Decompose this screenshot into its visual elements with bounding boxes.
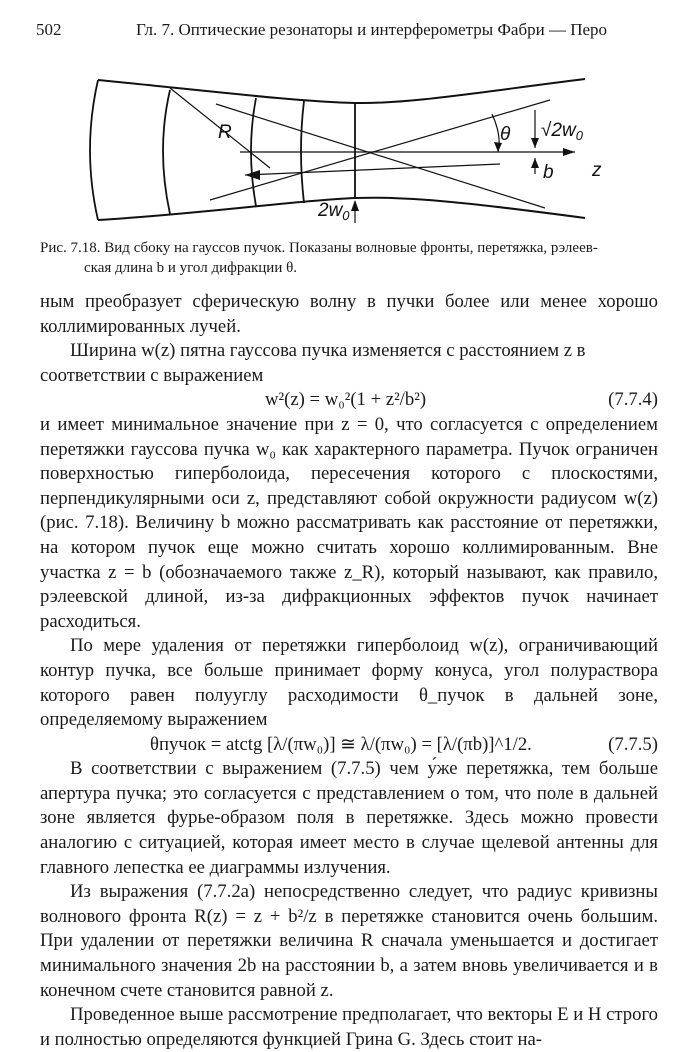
axis-arrowhead	[563, 148, 575, 156]
paragraph-7: Проведенное выше рассмотрение предполагает, что векторы E и H строго и полностью определяются функцией Грина G. Здесь стоит на-	[40, 1004, 659, 1050]
wavefront-1	[90, 80, 98, 220]
paragraph-4: По мере удаления от перетяжки гиперболоид w(z), ограничивающий контур пучка, все больше принимает форму конуса, угол полураствора которого равен полууглу расходимости θ_пучок в дальней зоне, определяемому выражением	[40, 635, 658, 731]
upper-beam-envelope	[98, 79, 585, 103]
equation-number: (7.7.5)	[608, 733, 658, 755]
figure-label-z: z	[592, 160, 602, 181]
figure-label-2w0: $2w_0$	[318, 200, 350, 223]
figure-label-r: R	[218, 122, 232, 143]
page-body	[40, 290, 658, 1052]
wavefront-2	[163, 90, 170, 214]
rayleigh-arrow	[245, 164, 500, 175]
paragraph-5: В соответствии с выражением (7.7.5) чем у́же перетяжка, тем больше апертура пучка; это согласуется с представлением о том, что поле в дальней зоне является фурье-образом поля в перетяжке. Здесь можно провести аналогию с ситуацией, которая имеет место в случае щелевой антенны для главного лепестка ее диаграммы излучения.	[40, 758, 658, 878]
paragraph-3: и имеет минимальное значение при z = 0, что согласуется с определением перетяжки гауссова пучка w₀ как характерного параметра. Пучок ограничен поверхностью гиперболоида, пересечения которого с плоскостями, перпендикулярными оси z, представляют собой окружности радиусом w(z) (рис. 7.18). Величину b можно рассматривать как расстояние от перетяжки, на котором пучок еще можно считать хорошо коллимированным. Вне участка z = b (обозначаемого также z_R), который называют, как правило, рэлеевской длиной, из-за дифракционных эффектов пучок начинает расходиться.	[40, 413, 658, 632]
page-number: 502	[36, 20, 62, 39]
figure-caption	[40, 238, 656, 278]
figure-label-sqrt2w0: $√2w_0$	[541, 120, 583, 143]
sqrt2w0-arrowhead	[531, 138, 539, 148]
caption-line-2: ская длина b и угол дифракции θ.	[84, 260, 298, 276]
paragraph-1: ным преобразует сферическую волну в пучки более или менее хорошо коллимированных лучей.	[40, 291, 658, 337]
asymptote-1	[216, 104, 545, 208]
paragraph-2-line-1: Ширина w(z) пятна гауссова пучка изменяется с расстоянием z в	[70, 340, 586, 362]
running-title: Гл. 7. Оптические резонаторы и интерферометры Фабри — Перо	[136, 20, 608, 39]
figure-label-theta: θ	[500, 124, 511, 145]
waist-arrowhead	[351, 200, 359, 211]
equation-formula: θпучок = atctg [λ/(πw₀)] ≅ λ/(πw₀) = [λ/(πb)]^1/2.	[150, 733, 532, 755]
caption-line-1: Рис. 7.18. Вид сбоку на гауссов пучок. Показаны волновые фронты, перетяжка, рэлеев-	[40, 240, 598, 256]
gaussian-beam-figure	[0, 48, 697, 236]
paragraph-6: Из выражения (7.7.2а) непосредственно следует, что радиус кривизны волнового фронта R(z) = z + b²/z в перетяжке становится очень большим. При удалении от перетяжки величина R сначала уменьшается и достигает минимального значения 2b на расстоянии b, а затем вновь увеличивается и в конечном счете становится равной z.	[40, 881, 658, 1001]
equation-number: (7.7.4)	[608, 389, 658, 411]
figure-label-b: b	[543, 162, 554, 183]
equation-formula: w²(z) = w₀²(1 + z²/b²)	[265, 389, 427, 411]
paragraph-2-line-2: соответствии с выражением	[40, 364, 264, 386]
equation-7-7-4	[40, 388, 658, 413]
page-header	[36, 20, 657, 44]
equation-7-7-5	[40, 733, 658, 758]
b-arrowhead	[531, 158, 539, 168]
